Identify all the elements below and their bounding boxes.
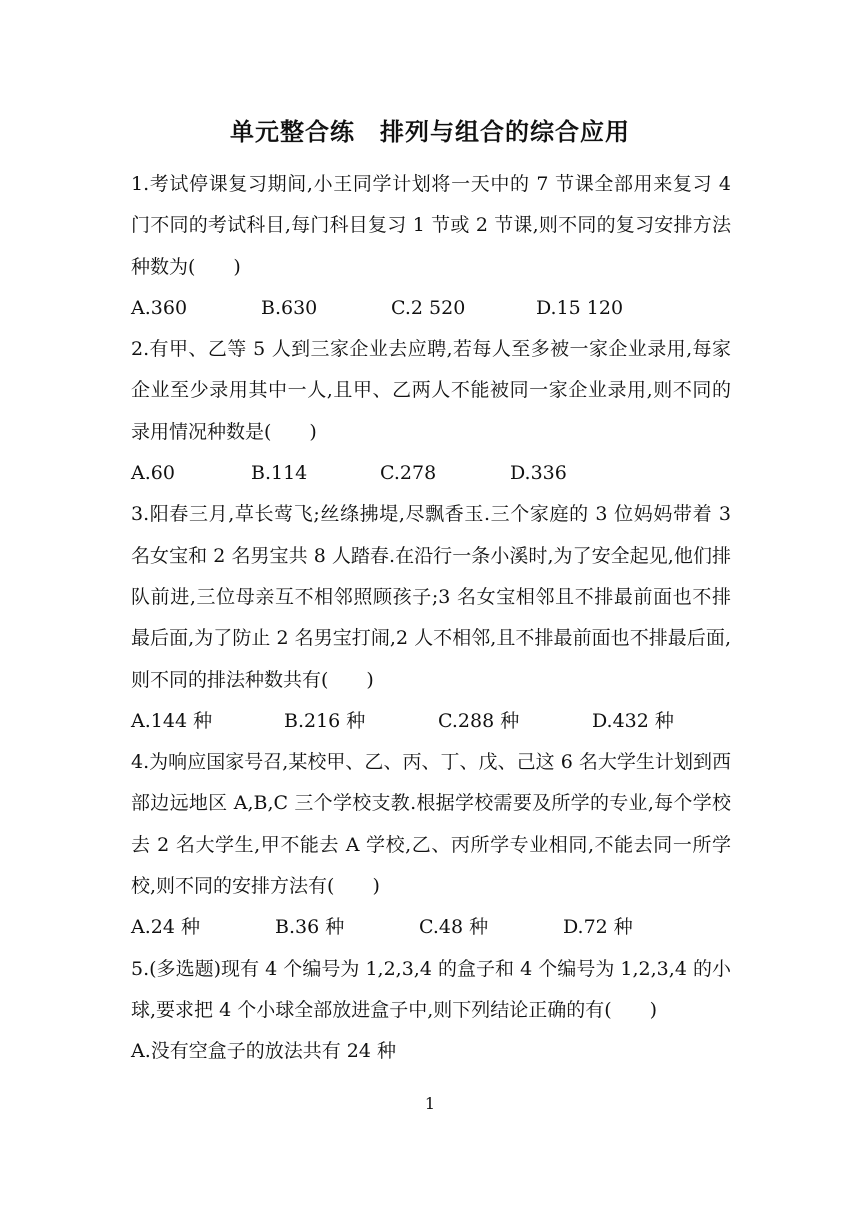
page-title: 单元整合练 排列与组合的综合应用: [230, 117, 630, 146]
option-row: [131, 453, 731, 494]
question-1: [131, 164, 731, 329]
question-stem: 2.有甲、乙等 5 人到三家企业去应聘,若每人至多被一家企业录用,每家企业至少录用其中一人,且甲、乙两人不能被同一家企业录用,则不同的录用情况种数是( ): [131, 338, 731, 443]
question-stem: 3.阳春三月,草长莺飞;丝绦拂堤,尽飘香玉.三个家庭的 3 位妈妈带着 3 名女宝和 2 名男宝共 8 人踏春.在沿行一条小溪时,为了安全起见,他们排队前进,三位母亲互不相邻照顾孩子;3 名女宝相邻且不排最前面也不排最后面,为了防止 2 名男宝打闹,2 人不相邻,且不排最前面也不排最后面,则不同的排法种数共有( ): [131, 503, 731, 691]
option-c: C.48 种: [419, 916, 489, 939]
option-b: B.630: [261, 296, 318, 319]
option-b: B.216 种: [284, 709, 366, 732]
option-c: C.278: [380, 462, 437, 485]
question-5: [131, 949, 731, 1073]
question-list: [131, 164, 731, 1073]
option-row: [131, 288, 731, 329]
option-a: A.60: [131, 462, 175, 485]
option-a: A.没有空盒子的放法共有 24 种: [131, 1040, 397, 1063]
option-row: [131, 907, 731, 948]
option-d: D.432 种: [592, 709, 674, 732]
option-row: [131, 1031, 731, 1072]
option-d: D.72 种: [563, 916, 633, 939]
question-2: [131, 329, 731, 494]
question-4: [131, 742, 731, 948]
option-a: A.24 种: [131, 916, 200, 939]
option-d: D.336: [510, 462, 567, 485]
option-b: B.36 种: [275, 916, 345, 939]
option-row: [131, 701, 731, 742]
question-stem: 4.为响应国家号召,某校甲、乙、丙、丁、戊、己这 6 名大学生计划到西部边远地区 A,B,C 三个学校支教.根据学校需要及所学的专业,每个学校去 2 名大学生,甲不能去 A 学校,乙、丙所学专业相同,不能去同一所学校,则不同的安排方法有( ): [131, 751, 731, 898]
option-c: C.288 种: [438, 709, 520, 732]
page-number: 1: [424, 1094, 436, 1113]
question-3: [131, 494, 731, 742]
option-a: A.360: [131, 296, 188, 319]
option-a: A.144 种: [131, 709, 213, 732]
option-b: B.114: [251, 462, 308, 485]
question-stem: 1.考试停课复习期间,小王同学计划将一天中的 7 节课全部用来复习 4 门不同的考试科目,每门科目复习 1 节或 2 节课,则不同的复习安排方法种数为( ): [131, 173, 731, 278]
question-stem: 5.(多选题)现有 4 个编号为 1,2,3,4 的盒子和 4 个编号为 1,2,3,4 的小球,要求把 4 个小球全部放进盒子中,则下列结论正确的有( ): [131, 957, 731, 1021]
option-c: C.2 520: [391, 296, 466, 319]
option-d: D.15 120: [536, 296, 624, 319]
